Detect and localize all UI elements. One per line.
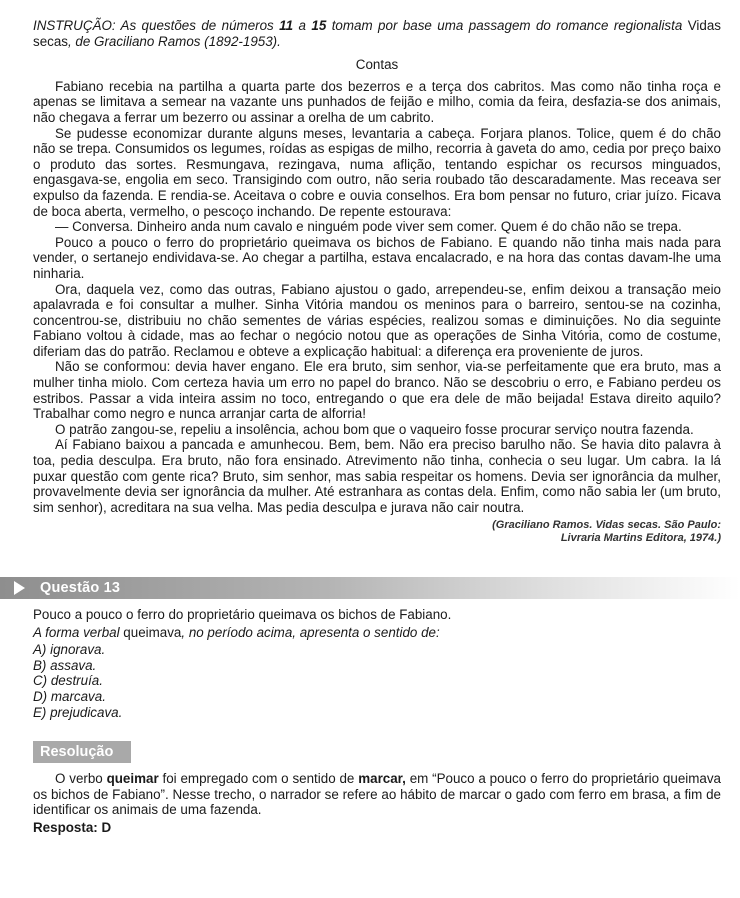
question-block <box>33 607 721 720</box>
passage-paragraph: — Conversa. Dinheiro anda num cavalo e ninguém pode viver sem comer. Quem é do chão não se trepa. <box>55 219 682 235</box>
resolution-block <box>33 771 721 835</box>
answer-line: Resposta: D <box>33 819 112 835</box>
option-d: D) marcava. <box>33 688 106 704</box>
question-start-number: 11 <box>279 18 294 33</box>
question-label: Questão 13 <box>40 580 121 596</box>
passage-title: Contas <box>355 57 399 73</box>
option-b: B) assava. <box>33 657 97 673</box>
text-passage-area <box>33 18 721 545</box>
passage-paragraph: Fabiano recebia na partilha a quarta parte dos bezerros e a terça dos cabritos. Mas como não tinha roça e apenas se limitava a semear na vazante uns punhados de feijão e milho, comia da feira, desfazia-se dos animais, não chegava a ferrar um bezerro ou assinar a orelha de um cabrito. <box>33 78 721 125</box>
prompt-verb: queimava <box>119 624 182 640</box>
question-end-number: 15 <box>311 18 327 33</box>
option-a: A) ignorava. <box>33 642 106 658</box>
option-c: C) destruía. <box>33 673 103 689</box>
question-prompt: A forma verbal queimava, no período acima, apresenta o sentido de: <box>33 624 440 640</box>
source-citation: (Graciliano Ramos. Vidas secas. São Paulo: Livraria Martins Editora, 1974.) <box>492 519 721 545</box>
resolution-text: O verbo queimar foi empregado com o sentido de marcar, em “Pouco a pouco o ferro do proprietário queimava os bichos de Fabiano”. Nesse trecho, o narrador se refere ao hábito de marcar o gado com ferro em brasa, a fim de identificar os animais de uma fazenda. <box>33 771 721 818</box>
option-e: E) prejudicava. <box>33 704 123 720</box>
passage-paragraph: O patrão zangou-se, repeliu a insolência, achou bom que o vaqueiro fosse procurar serviço noutra fazenda. <box>55 421 694 437</box>
book-title: Vidas secas <box>33 18 721 49</box>
passage-paragraph: Ora, daquela vez, como das outras, Fabiano ajustou o gado, arrependeu-se, enfim deixou a transação meio apalavrada e foi consultar a mulher. Sinha Vitória mandou os meninos para o barreiro, sentou-se na cozinha, concentrou-se, distribuiu no chão sementes de várias espécies, realizou somas e diminuições. No dia seguinte Fabiano voltou à cidade, mas ao fechar o negócio notou que as operações de Sinha Vitória, como de costume, diferiam das do patrão. Reclamou e obteve a explicação habitual: a diferença era proveniente de juros. <box>33 281 721 359</box>
passage-paragraph: Se pudesse economizar durante alguns meses, levantaria a cabeça. Forjara planos. Tolice, quem é do chão não se trepa. Consumidos os legumes, roídas as espigas de milho, recorria à gaveta do amo, cedia por preço baixo o produto das sortes. Resmungava, rezingava, numa aflição, tentando espichar os recursos minguados, engasgava-se, engolia em seco. Transigindo com outro, não seria roubado tão descaradamente. Mas receava ser expulso da fazenda. E rendia-se. Aceitava o cobre e ouvia conselhos. Era bom pensar no futuro, criar juízo. Ficava de boca aberta, vermelho, o pescoço inchando. De repente estourava: <box>33 125 721 219</box>
passage-paragraph: Pouco a pouco o ferro do proprietário queimava os bichos de Fabiano. E quando não tinha mais nada para vender, o sertanejo endividava-se. Ao chegar a partilha, estava encalacrado, e na hora das contas davam-lhe uma ninharia. <box>33 234 721 281</box>
play-arrow-icon <box>14 581 25 595</box>
passage-paragraph: Aí Fabiano baixou a pancada e amunhecou. Bem, bem. Não era preciso barulho não. Se havia dito palavra à toa, pedia desculpa. Era bruto, não fora ensinado. Atrevimento não tinha, conhecia o seu lugar. Um cabra. Ia lá puxar questão com gente rica? Bruto, sim senhor, mas sabia respeitar os homens. Devia ser ignorância da mulher, provavelmente devia ser ignorância da mulher. Até estranhara as contas dela. Enfim, como não sabia ler (um bruto, sim senhor), acreditara na sua velha. Mas pedia desculpa e jurava não cair noutra. <box>33 437 721 515</box>
answer-options <box>33 642 721 720</box>
instruction: INSTRUÇÃO: As questões de números 11 a 15 tomam por base uma passagem do romance regionalista Vidas secas, de Graciliano Ramos (1892-1953). <box>33 18 721 49</box>
resolution-label: Resolução <box>40 744 114 760</box>
question-stem: Pouco a pouco o ferro do proprietário queimava os bichos de Fabiano. <box>33 607 452 622</box>
passage-paragraph: Não se conformou: devia haver engano. Ele era bruto, sim senhor, via-se perfeitamente que era bruto, mas a mulher tinha miolo. Com certeza havia um erro no papel do branco. Não se descobriu o erro, e Fabiano perdeu os estribos. Passar a vida inteira assim no toco, entregando o que era dele de mão beijada! Estava direito aquilo? Trabalhar como negro e nunca arranjar carta de alforria! <box>33 359 721 422</box>
